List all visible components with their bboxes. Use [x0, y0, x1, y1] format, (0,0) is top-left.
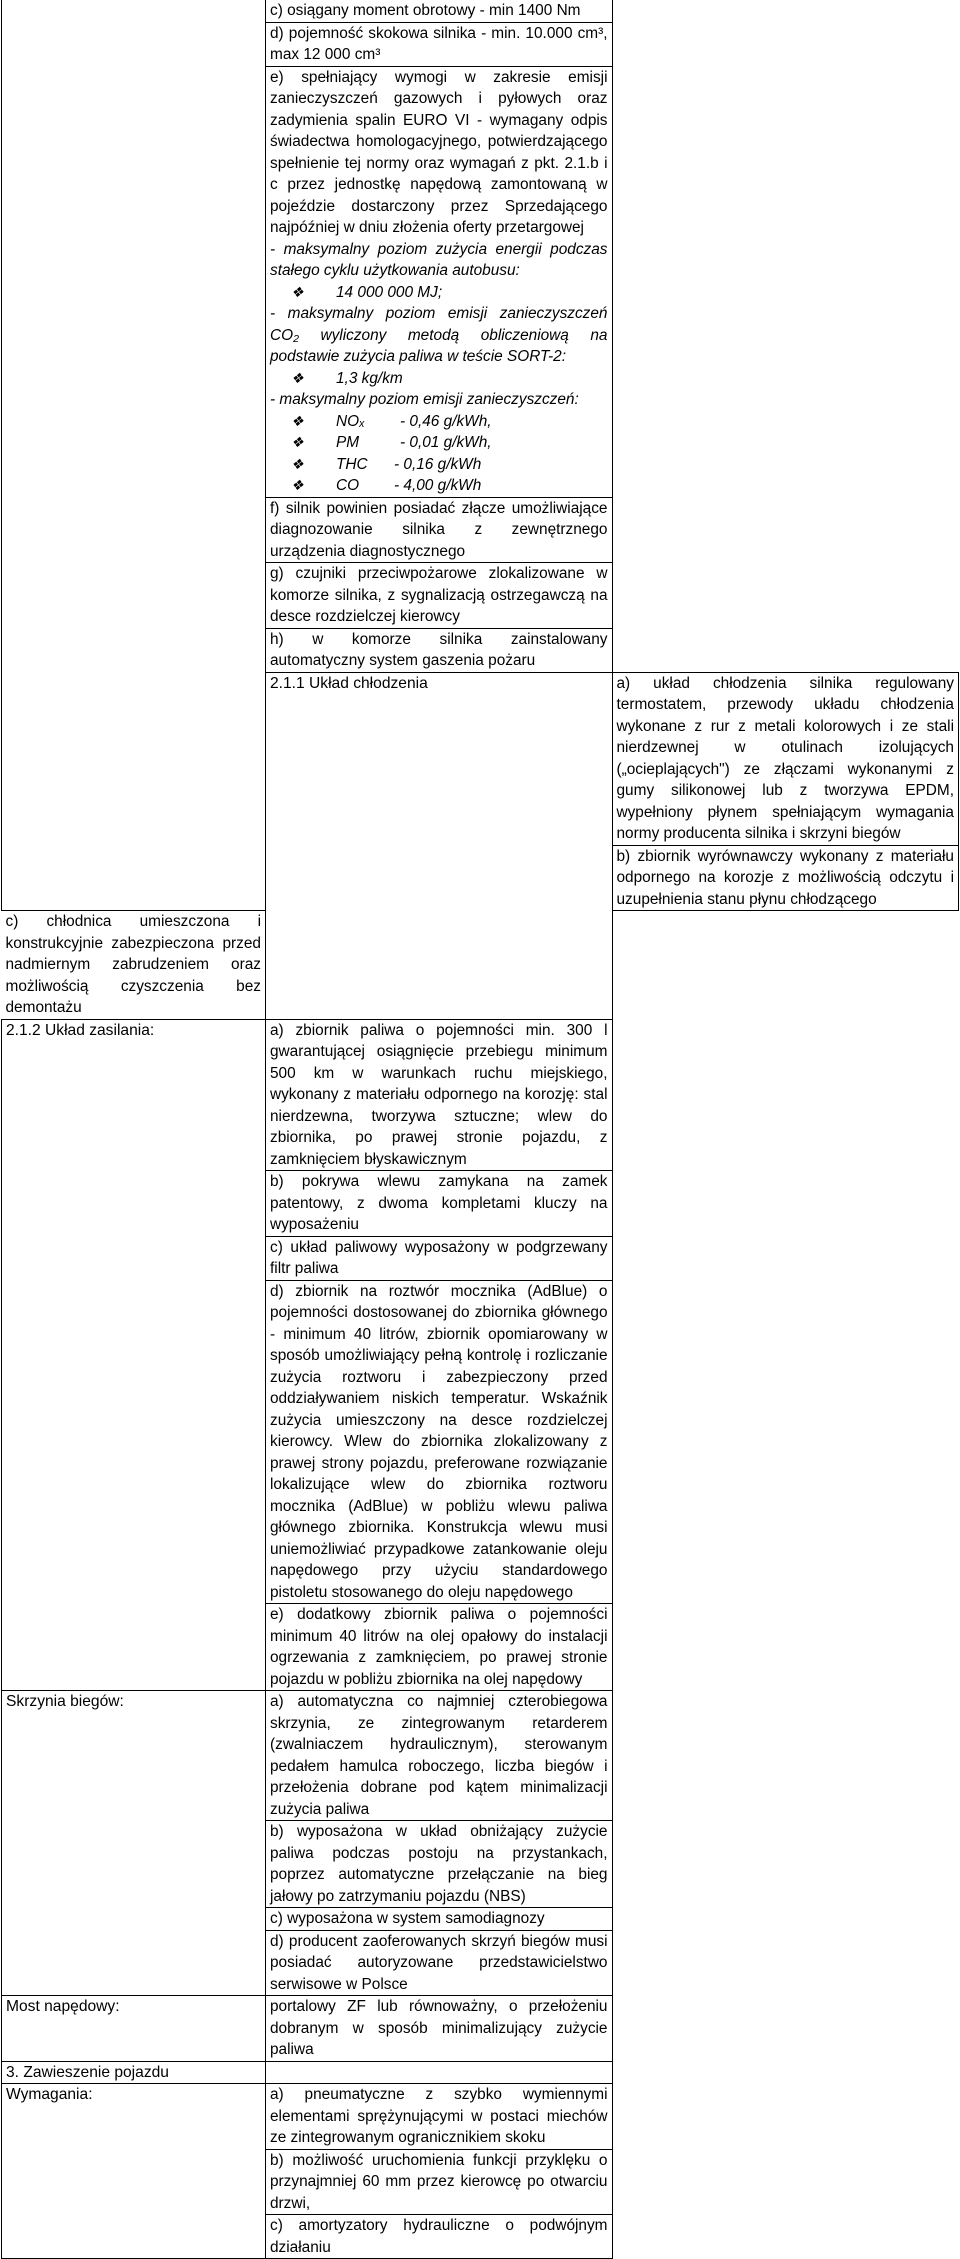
suspension-heading: 3. Zawieszenie pojazdu	[2, 2061, 266, 2084]
engine-row-f: f) silnik powinien posiadać złącze umożliwiające diagnozowanie silnika z zewnętrznego urządzenia diagnostycznego	[266, 497, 613, 563]
emission-item	[270, 411, 608, 433]
emission-value: - 0,16 g/kWh	[394, 455, 482, 473]
co2-label: - maksymalny poziom emisji zanieczyszczeń CO₂ wyliczony metodą obliczeniową na podstawie zużycia paliwa w teście SORT-2:	[270, 305, 608, 365]
diamond-bullet-icon: ❖	[291, 283, 304, 300]
cooling-row-c: c) chłodnica umieszczona i konstrukcyjnie zabezpieczona przed nadmiernym zabrudzeniem oraz możliwością czyszczenia bez demontażu	[2, 911, 266, 1020]
emission-value: - 4,00 g/kWh	[394, 477, 482, 494]
cooling-row-b: b) zbiornik wyrównawczy wykonany z materiału odpornego na korozje z możliwością odczytu i uzupełnienia stanu płynu chłodzącego	[612, 845, 959, 911]
engine-row-d: d) pojemność skokowa silnika - min. 10.000 cm³, max 12 000 cm³	[266, 22, 613, 66]
fuel-row-e: e) dodatkowy zbiornik paliwa o pojemności minimum 40 litrów na olej opałowy do instalacji ogrzewania z zamknięciem, po prawej stronie pojazdu w pobliżu zbiornika na olej napędowy	[266, 1604, 613, 1691]
energy-bullet	[270, 282, 608, 304]
cooling-label: 2.1.1 Układ chłodzenia	[266, 672, 613, 1019]
gearbox-row-b: b) wyposażona w układ obniżający zużycie paliwa podczas postoju na przystankach, poprzez automatyczne przełączanie na bieg jałowy po zatrzymaniu pojazdu (NBS)	[266, 1821, 613, 1908]
emission-item	[270, 475, 608, 497]
diamond-bullet-icon: ❖	[291, 477, 304, 493]
emission-name: CO	[336, 477, 360, 494]
emissions-label: - maksymalny poziom emisji zanieczyszczeń:	[270, 391, 579, 408]
axle-label: Most napędowy:	[2, 1996, 266, 2062]
diamond-bullet-icon: ❖	[291, 369, 304, 386]
spec-table	[1, 0, 959, 2259]
diamond-bullet-icon: ❖	[291, 412, 304, 429]
emission-value: - 0,46 g/kWh,	[400, 412, 492, 430]
engine-row-c: c) osiągany moment obrotowy - min 1400 Nm	[266, 0, 613, 22]
engine-row-g: g) czujniki przeciwpożarowe zlokalizowane w komorze silnika, z sygnalizacją ostrzegawczą na desce rozdzielczej kierowcy	[266, 563, 613, 629]
fuel-row-a: a) zbiornik paliwa o pojemności min. 300 l gwarantującej osiągnięcie przebiegu minimum 500 km w warunkach ruchu miejskiego, wykonany z materiału odpornego na korozję: stal nierdzewna, tworzywa sztuczne; wlew do zbiornika, po prawej stronie pojazdu, z zamknięciem błyskawicznym	[266, 1019, 613, 1171]
fuel-row-c: c) układ paliwowy wyposażony w podgrzewany filtr paliwa	[266, 1236, 613, 1280]
emission-intro: e) spełniający wymogi w zakresie emisji zanieczyszczeń gazowych i pyłowych oraz zadymienia spalin EURO VI - wymagany odpis świadectwa homologacyjnego, potwierdzającego spełnienie tej normy oraz wymagań z pkt. 2.1.b i c przez jednostkę napędową zamontowaną w pojeździe dostarczony przez Sprzedającego najpóźniej w dniu złożenia oferty przetargowej	[270, 68, 608, 236]
emission-name: NOₓ	[336, 412, 365, 430]
energy-label: - maksymalny poziom zużycia energii podczas stałego cyklu użytkowania autobusu:	[270, 240, 608, 279]
cooling-row-a: a) układ chłodzenia silnika regulowany termostatem, przewody układu chłodzenia wykonane z rur z metali kolorowych i ze stali nierdzewnej w otulinach izolujących („ocieplających") ze złączami wykonanymi z gumy silikonowej lub z tworzywa EPDM, wypełniony płynem spełniającym wymagania normy producenta silnika i skrzyni biegów	[612, 672, 959, 845]
gearbox-row-c: c) wyposażona w system samodiagnozy	[266, 1908, 613, 1931]
axle-row: portalowy ZF lub równoważny, o przełożeniu dobranym w sposób minimalizujący zużycie paliwa	[266, 1996, 613, 2062]
gearbox-label: Skrzynia biegów:	[2, 1691, 266, 1996]
engine-row-e	[266, 66, 613, 497]
energy-value: 14 000 000 MJ;	[336, 283, 443, 301]
emission-item	[270, 432, 608, 454]
diamond-bullet-icon: ❖	[291, 455, 304, 472]
gearbox-row-d: d) producent zaoferowanych skrzyń biegów musi posiadać autoryzowane przedstawicielstwo serwisowe w Polsce	[266, 1930, 613, 1996]
fuel-row-d: d) zbiornik na roztwór mocznika (AdBlue) o pojemności dostosowanej do zbiornika głównego - minimum 40 litrów, zbiornik opomiarowany w sposób umożliwiający pełną kontrolę i rozliczanie zużycia roztworu i zabezpieczony przed oddziaływaniem niskich temperatur. Wskaźnik zużycia umieszczony na desce rozdzielczej kierowcy. Wlew do zbiornika zlokalizowany z prawej strony pojazdu, preferowane rozwiązanie lokalizujące wlew do zbiornika roztworu mocznika (AdBlue) w pobliżu wlewu paliwa głównego zbiornika. Konstrukcja wlewu musi uniemożliwiać przypadkowe zatankowanie oleju napędowego przy użyciu standardowego pistoletu stosowanego do oleju napędowego	[266, 1280, 613, 1604]
fuel-label: 2.1.2 Układ zasilania:	[2, 1019, 266, 1691]
fuel-row-b: b) pokrywa wlewu zamykana na zamek patentowy, z dwoma kompletami kluczy na wyposażeniu	[266, 1171, 613, 1237]
diamond-bullet-icon: ❖	[291, 434, 304, 450]
emission-item	[270, 454, 608, 476]
suspension-row-b: b) możliwość uruchomienia funkcji przyklęku o przynajmniej 60 mm przez kierowcę po otwarciu drzwi,	[266, 2149, 613, 2215]
co2-bullet	[270, 368, 608, 390]
emission-name: THC	[336, 455, 368, 473]
suspension-label: Wymagania:	[2, 2084, 266, 2259]
co2-value: 1,3 kg/km	[336, 369, 403, 387]
engine-row-h: h) w komorze silnika zainstalowany automatyczny system gaszenia pożaru	[266, 628, 613, 672]
suspension-row-a: a) pneumatyczne z szybko wymiennymi elementami sprężynującymi w postaci miechów ze zintegrowanym ogranicznikiem skoku	[266, 2084, 613, 2150]
emission-name: PM	[336, 434, 360, 451]
suspension-row-c: c) amortyzatory hydrauliczne o podwójnym działaniu	[266, 2215, 613, 2259]
emission-value: - 0,01 g/kWh,	[400, 434, 492, 451]
gearbox-row-a: a) automatyczna co najmniej czterobiegowa skrzynia, ze zintegrowanym retarderem (zwalniaczem hydraulicznym), sterowanym pedałem hamulca roboczego, liczba biegów i przełożenia dobrane pod kątem minimalizacji zużycia paliwa	[266, 1691, 613, 1821]
suspension-heading-empty	[266, 2061, 613, 2084]
engine-label-cell	[2, 0, 266, 911]
